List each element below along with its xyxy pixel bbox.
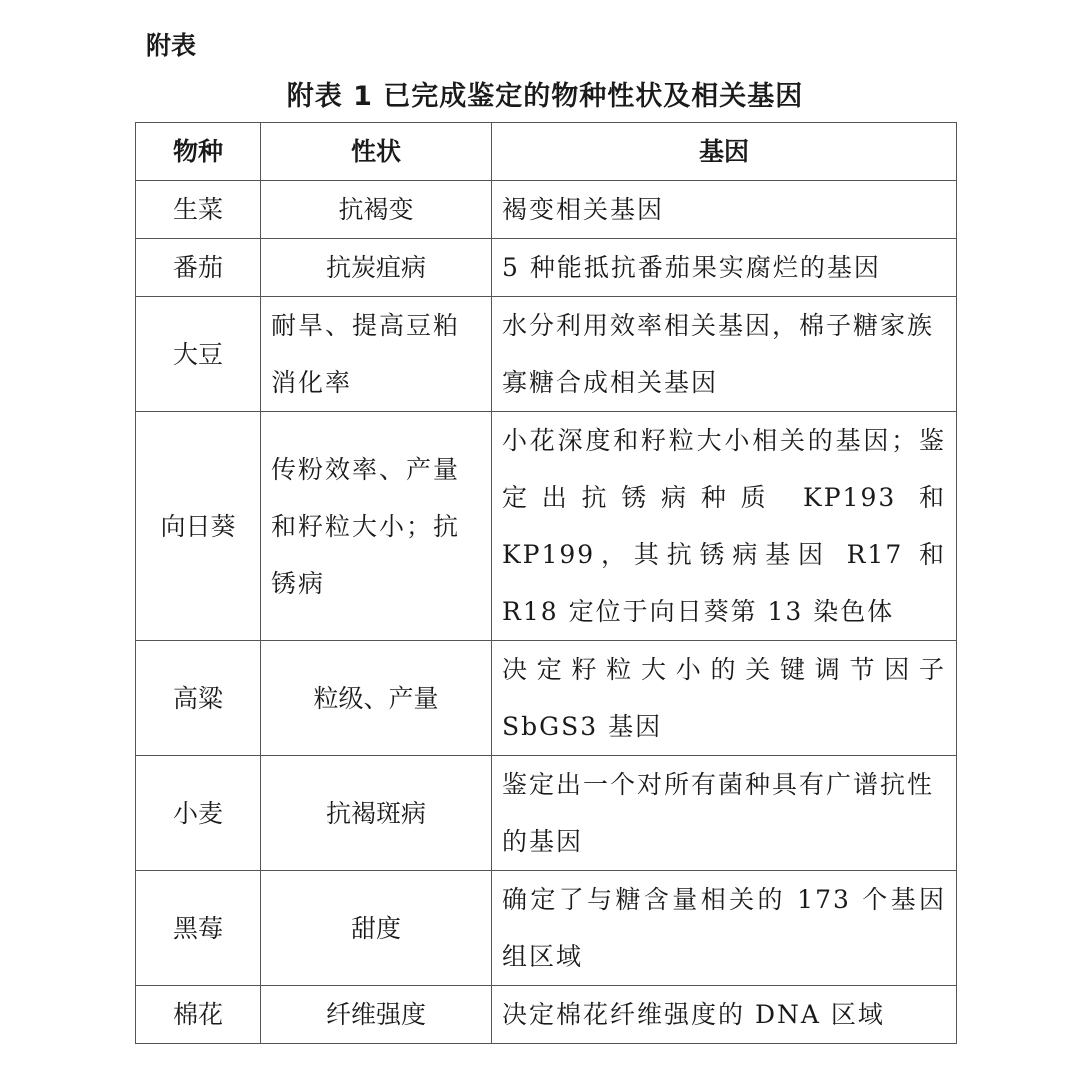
section-heading: 附表: [146, 31, 197, 60]
table-row: [136, 871, 957, 986]
table-row: [136, 181, 957, 239]
cell-species: 高粱: [136, 641, 261, 756]
table-caption: 附表 1 已完成鉴定的物种性状及相关基因: [286, 81, 804, 112]
cell-gene: 决定棉花纤维强度的 DNA 区域: [492, 986, 957, 1044]
cell-gene: 小花深度和籽粒大小相关的基因；鉴定出抗锈病种质 KP193 和 KP199，其抗锈病基因 R17 和 R18 定位于向日葵第 13 染色体: [492, 412, 957, 641]
cell-trait: 耐旱、提高豆粕消化率: [261, 297, 492, 412]
cell-trait: 甜度: [261, 871, 492, 986]
cell-trait: 传粉效率、产量和籽粒大小；抗锈病: [261, 412, 492, 641]
table-row: [136, 641, 957, 756]
header-species: 物种: [136, 123, 261, 181]
cell-trait: 抗褐变: [261, 181, 492, 239]
table-row: [136, 986, 957, 1044]
cell-gene: 水分利用效率相关基因，棉子糖家族寡糖合成相关基因: [492, 297, 957, 412]
cell-species: 向日葵: [136, 412, 261, 641]
cell-trait: 粒级、产量: [261, 641, 492, 756]
cell-gene: 鉴定出一个对所有菌种具有广谱抗性的基因: [492, 756, 957, 871]
table-row: [136, 297, 957, 412]
cell-trait: 抗褐斑病: [261, 756, 492, 871]
cell-species: 番茄: [136, 239, 261, 297]
cell-gene: 5 种能抵抗番茄果实腐烂的基因: [492, 239, 957, 297]
header-gene: 基因: [492, 123, 957, 181]
cell-trait: 抗炭疽病: [261, 239, 492, 297]
cell-species: 棉花: [136, 986, 261, 1044]
cell-gene: 褐变相关基因: [492, 181, 957, 239]
cell-species: 生菜: [136, 181, 261, 239]
cell-gene: 决定籽粒大小的关键调节因子 SbGS3 基因: [492, 641, 957, 756]
table-header-row: [136, 123, 957, 181]
cell-species: 大豆: [136, 297, 261, 412]
cell-species: 黑莓: [136, 871, 261, 986]
cell-gene: 确定了与糖含量相关的 173 个基因组区域: [492, 871, 957, 986]
species-traits-table: [135, 122, 957, 1044]
cell-trait: 纤维强度: [261, 986, 492, 1044]
table-row: [136, 756, 957, 871]
header-trait: 性状: [261, 123, 492, 181]
table-row: [136, 412, 957, 641]
table-row: [136, 239, 957, 297]
cell-species: 小麦: [136, 756, 261, 871]
